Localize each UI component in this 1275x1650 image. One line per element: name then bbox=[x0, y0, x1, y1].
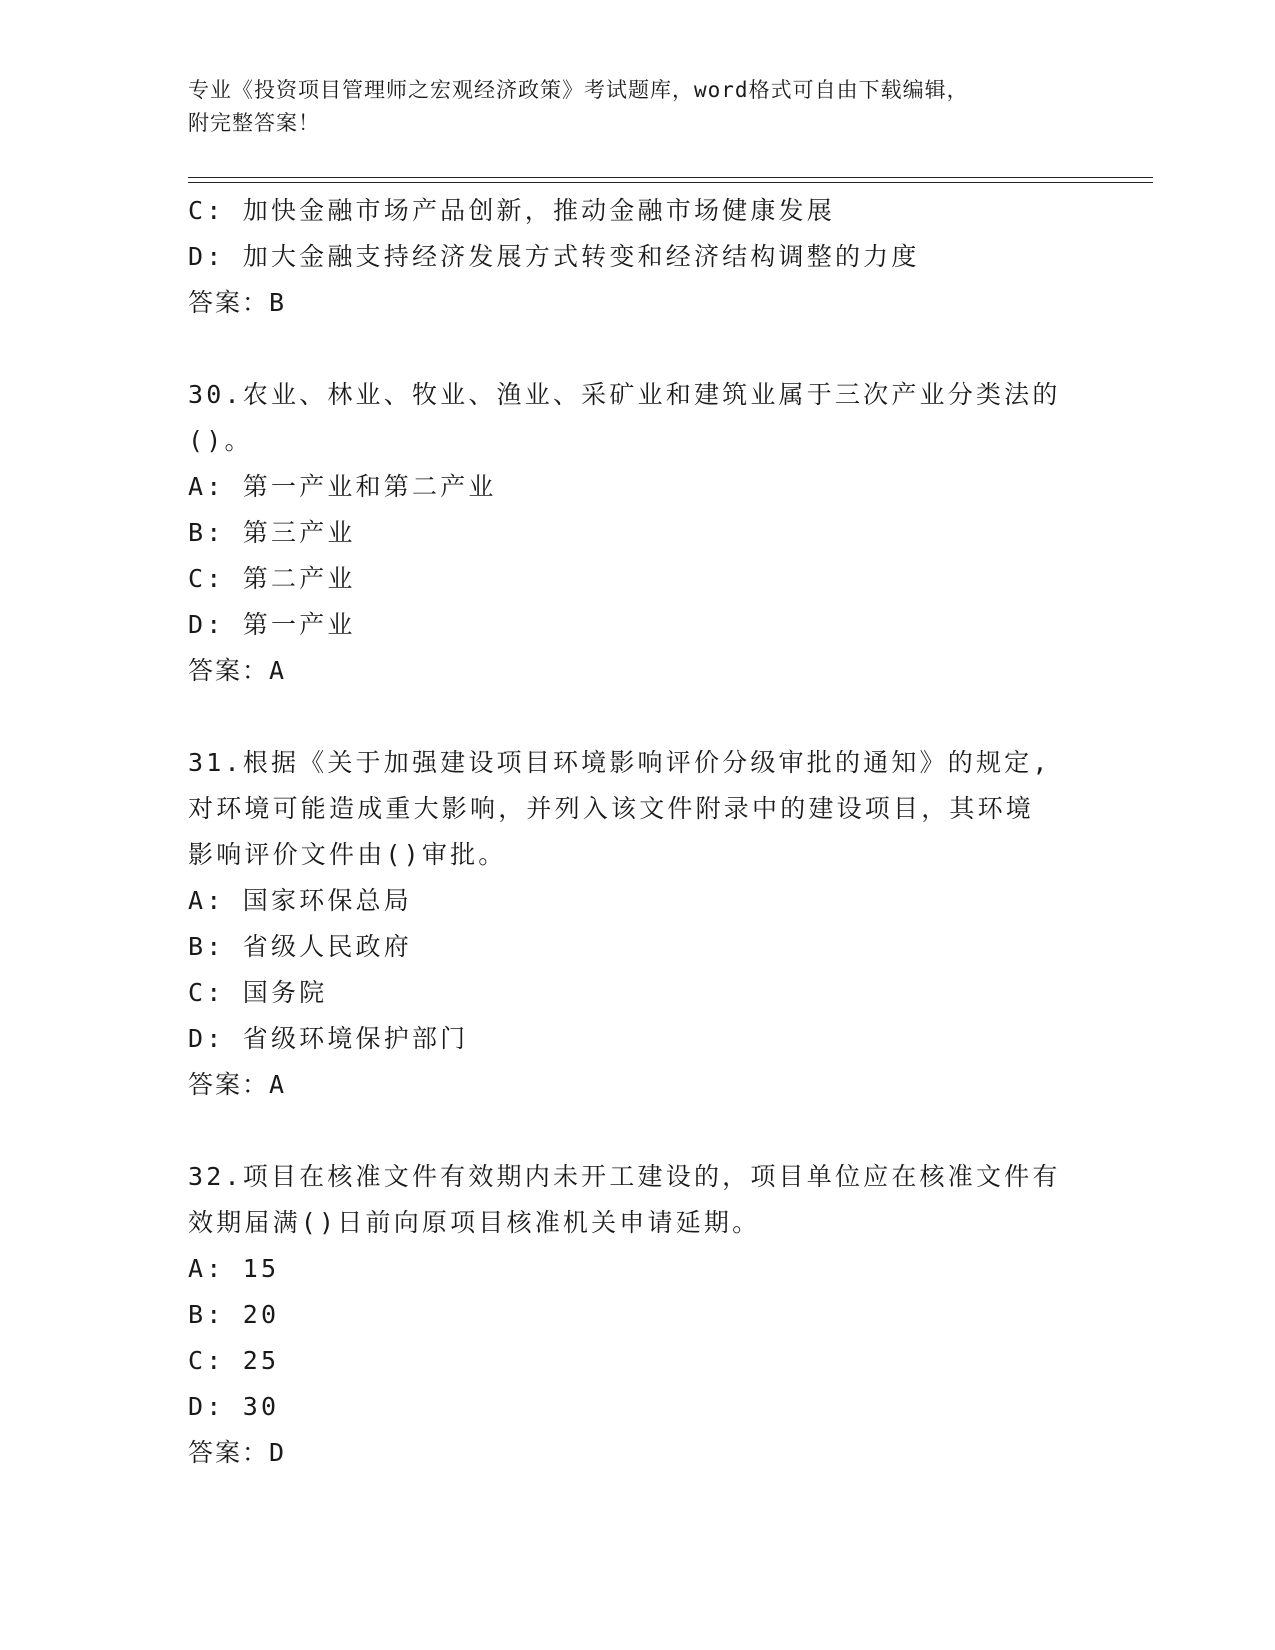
option-c: C: 第二产业 bbox=[188, 564, 356, 593]
question-stem: 31.根据《关于加强建设项目环境影响评价分级审批的通知》的规定, bbox=[188, 748, 1051, 777]
option-c: C: 加快金融市场产品创新，推动金融市场健康发展 bbox=[188, 196, 835, 225]
header-divider-top bbox=[188, 177, 1153, 178]
question-stem: 影响评价文件由()审批。 bbox=[188, 840, 507, 869]
option-a: A: 第一产业和第二产业 bbox=[188, 472, 497, 501]
option-c: C: 25 bbox=[188, 1346, 280, 1375]
spacer bbox=[188, 1108, 1078, 1154]
header-divider-bottom bbox=[188, 182, 1153, 183]
option-b: B: 省级人民政府 bbox=[188, 932, 412, 961]
answer-line: 答案：A bbox=[188, 1070, 287, 1099]
answer-line: 答案：A bbox=[188, 656, 287, 685]
option-d: D: 加大金融支持经济发展方式转变和经济结构调整的力度 bbox=[188, 242, 920, 271]
spacer bbox=[188, 326, 1078, 372]
question-32 bbox=[188, 1154, 1078, 1476]
question-30 bbox=[188, 372, 1078, 694]
option-a: A: 15 bbox=[188, 1254, 280, 1283]
spacer bbox=[188, 694, 1078, 740]
answer-line: 答案：B bbox=[188, 288, 287, 317]
question-31 bbox=[188, 740, 1078, 1108]
option-d: D: 省级环境保护部门 bbox=[188, 1024, 469, 1053]
carryover-block bbox=[188, 188, 1078, 326]
question-stem: 效期届满()日前向原项目核准机关申请延期。 bbox=[188, 1208, 761, 1237]
header-line-1: 专业《投资项目管理师之宏观经济政策》考试题库，word格式可自由下载编辑， bbox=[188, 78, 969, 102]
option-d: D: 第一产业 bbox=[188, 610, 356, 639]
option-b: B: 第三产业 bbox=[188, 518, 356, 547]
question-stem: 对环境可能造成重大影响，并列入该文件附录中的建设项目，其环境 bbox=[188, 794, 1035, 823]
option-b: B: 20 bbox=[188, 1300, 280, 1329]
option-c: C: 国务院 bbox=[188, 978, 328, 1007]
question-stem: ()。 bbox=[188, 426, 253, 455]
header-line-2: 附完整答案！ bbox=[188, 111, 320, 135]
option-a: A: 国家环保总局 bbox=[188, 886, 412, 915]
option-d: D: 30 bbox=[188, 1392, 280, 1421]
answer-line: 答案：D bbox=[188, 1438, 287, 1467]
question-stem: 32.项目在核准文件有效期内未开工建设的，项目单位应在核准文件有 bbox=[188, 1162, 1061, 1191]
question-content bbox=[188, 188, 1078, 1476]
document-header bbox=[188, 74, 1068, 140]
question-stem: 30.农业、林业、牧业、渔业、采矿业和建筑业属于三次产业分类法的 bbox=[188, 380, 1061, 409]
